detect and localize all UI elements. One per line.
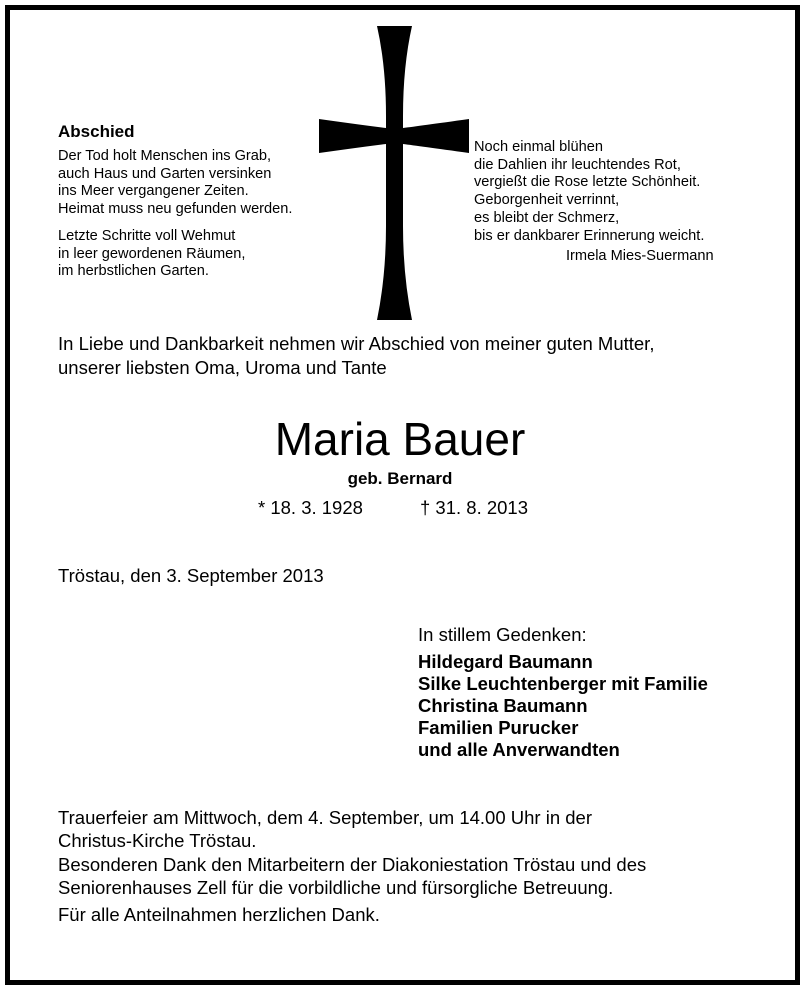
poem-line: im herbstlichen Garten. <box>58 263 209 280</box>
intro-line: In Liebe und Dankbarkeit nehmen wir Abschied von meiner guten Mutter, <box>58 333 655 354</box>
funeral-line: Christus-Kirche Tröstau. <box>58 830 257 851</box>
maiden-name: geb. Bernard <box>347 469 453 488</box>
poem-stanza-1 <box>58 148 292 219</box>
poem-stanza-2 <box>58 228 245 281</box>
deceased-name: Maria Bauer <box>274 413 526 465</box>
mourner-name: und alle Anverwandten <box>418 739 620 760</box>
poem-line: Heimat muss neu gefunden werden. <box>58 201 293 218</box>
poem-line: Noch einmal blühen <box>474 139 603 155</box>
mourner-name: Familien Purucker <box>418 717 579 738</box>
intro-text <box>58 332 654 380</box>
thanks-notice <box>58 853 646 899</box>
closing-thanks: Für alle Anteilnahmen herzlichen Dank. <box>58 904 380 925</box>
poem-line: auch Haus und Garten versinken <box>58 165 272 182</box>
mourners-list <box>418 651 708 761</box>
poem-title: Abschied <box>58 122 135 141</box>
funeral-line: Trauerfeier am Mittwoch, dem 4. September, um 14.00 Uhr in der <box>58 807 592 828</box>
birth-date: * 18. 3. 1928 <box>258 497 363 518</box>
poem-author: Irmela Mies-Suermann <box>566 248 714 264</box>
poem-line: bis er dankbarer Erinnerung weicht. <box>474 227 705 244</box>
poem-line: ins Meer vergangener Zeiten. <box>58 183 249 200</box>
latin-cross-icon <box>319 26 469 320</box>
funeral-notice <box>58 806 592 852</box>
poem-line: die Dahlien ihr leuchtendes Rot, <box>474 156 681 173</box>
poem-line: Der Tod holt Menschen ins Grab, <box>58 148 272 164</box>
intro-line: unserer liebsten Oma, Uroma und Tante <box>58 357 387 378</box>
death-date: † 31. 8. 2013 <box>420 497 529 518</box>
poem-line: es bleibt der Schmerz, <box>474 209 620 226</box>
mourner-name: Silke Leuchtenberger mit Familie <box>418 673 708 694</box>
mourners-label: In stillem Gedenken: <box>418 624 587 645</box>
poem-line: in leer gewordenen Räumen, <box>58 245 246 262</box>
poem-line: Letzte Schritte voll Wehmut <box>58 228 236 244</box>
mourner-name: Christina Baumann <box>418 695 588 716</box>
poem-right-stanza <box>474 139 704 245</box>
place-date: Tröstau, den 3. September 2013 <box>58 565 324 586</box>
poem-line: Geborgenheit verrinnt, <box>474 192 620 209</box>
poem-line: vergießt die Rose letzte Schönheit. <box>474 174 701 191</box>
thanks-line: Seniorenhauses Zell für die vorbildliche und fürsorgliche Betreuung. <box>58 877 614 898</box>
mourner-name: Hildegard Baumann <box>418 651 593 672</box>
thanks-line: Besonderen Dank den Mitarbeitern der Diakoniestation Tröstau und des <box>58 854 647 875</box>
